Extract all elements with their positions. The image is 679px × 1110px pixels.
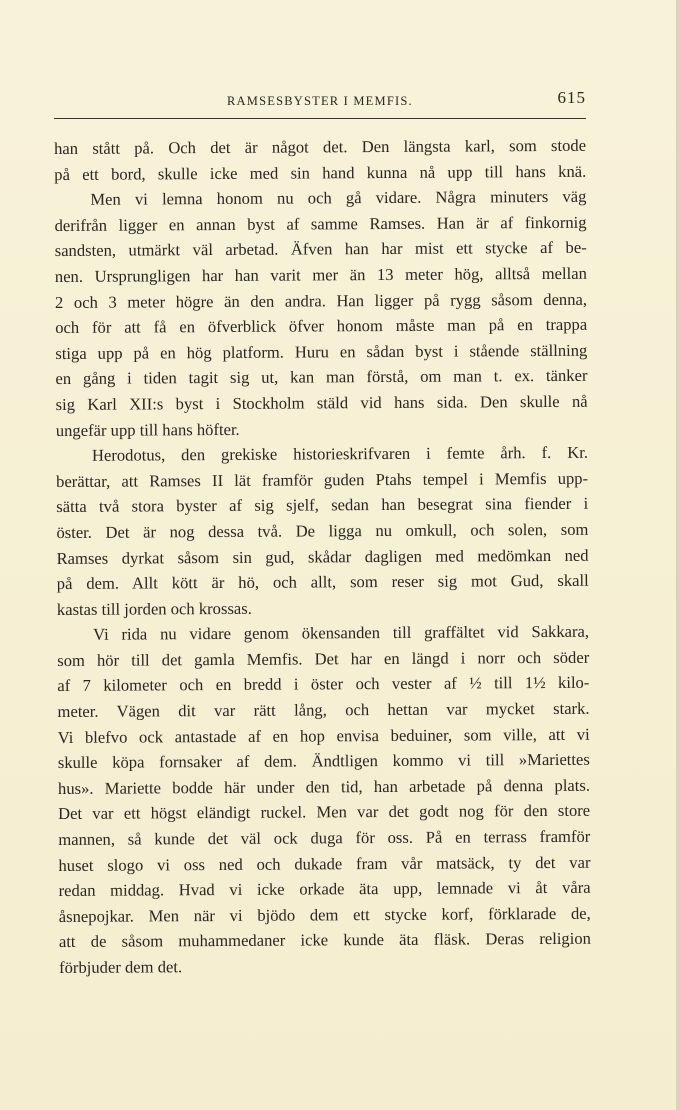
text-line: en gång i tiden tagit sig ut, kan man förstå, om man t. ex. tänker	[55, 366, 588, 389]
text-line: som hör till det gamla Memfis. Det har en längd i norr och söder	[57, 647, 590, 670]
running-title: RAMSESBYSTER I MEMFIS.	[227, 94, 413, 108]
text-line: Ramses dyrkat såsom sin gud, skådar dagligen med medömkan ned	[56, 545, 589, 568]
text-line: Vi blefvo ock antastade af en hop envisa beduiner, som ville, att vi	[57, 724, 590, 747]
text-line: öster. Det är nog dessa två. De ligga nu omkull, och solen, som	[56, 519, 589, 542]
text-line: berättar, att Ramses II lät framför guden Ptahs tempel i Memfis upp-	[56, 468, 589, 491]
text-line: ungefär upp till hans höfter.	[55, 419, 240, 440]
text-line: sig Karl XII:s byst i Stockholm stäld vid hans sida. Den skulle nå	[55, 391, 588, 414]
text-line: och för att få en öfverblick öfver honom måste man på en trappa	[55, 314, 588, 338]
page-number: 615	[557, 88, 586, 107]
text-line: Det var ett högst eländigt ruckel. Men var det godt nog för den store	[58, 801, 591, 824]
text-line: sätta två stora byster af sig sjelf, sedan han besegrat sina fiender i	[56, 494, 589, 517]
text-line: att de såsom muhammedaner icke kunde äta fläsk. Deras religion	[58, 929, 591, 952]
text-line: skulle köpa fornsaker af dem. Ändtligen kommo vi till »Mariettes	[57, 749, 590, 773]
text-line: mannen, så kunde det väl ock duga för oss. På en terrass framför	[58, 826, 591, 850]
text-line: kastas till jorden och krossas.	[56, 598, 252, 619]
text-line: på dem. Allt kött är hö, och allt, som reser sig mot Gud, skall	[56, 570, 589, 594]
text-line: huset slogo vi oss ned och dukade fram vår matsäck, ty det var	[58, 852, 591, 875]
text-line: Vi rida nu vidare genom ökensanden till graffältet vid Sakkara,	[92, 622, 590, 645]
text-line: Herodotus, den grekiske historieskrifvaren i femte årh. f. Kr.	[91, 442, 589, 465]
text-line: redan middag. Hvad vi icke orkade äta upp, lemnade vi åt våra	[58, 877, 591, 901]
text-line: han stått på. Och det är något det. Den längsta karl, som stode	[54, 135, 587, 158]
text-line: hus». Mariette bodde här under den tid, han arbetade på denna plats.	[57, 775, 591, 798]
text-line: förbjuder dem det.	[59, 957, 183, 977]
text-line: af 7 kilometer och en bredd i öster och vester af ½ till 1½ kilo-	[57, 673, 590, 696]
body-text	[54, 133, 591, 981]
text-line: Men vi lemna honom nu och gå vidare. Några minuters väg	[90, 186, 587, 209]
text-line: sandsten, utmärkt väl arbetad. Äfven han har mist ett stycke af be-	[54, 238, 587, 261]
page-header	[54, 88, 586, 112]
text-line: meter. Vägen dit var rätt lång, och hettan var mycket stark.	[57, 698, 590, 722]
text-line: 2 och 3 meter högre än den andra. Han ligger på rygg såsom denna,	[54, 289, 588, 312]
text-line: stiga upp på en hög platform. Huru en sådan byst i stående ställning	[55, 340, 588, 363]
text-line: derifrån ligger en annan byst af samme Ramses. Han är af finkornig	[54, 212, 587, 235]
header-rule	[54, 118, 586, 119]
text-line: nen. Ursprungligen har han varit mer än 13 meter hög, alltså mellan	[54, 263, 587, 286]
text-line: åsnepojkar. Men när vi bjödo dem ett stycke korf, förklarade de,	[58, 903, 591, 926]
text-line: på ett bord, skulle icke med sin hand kunna nå upp till hans knä.	[54, 161, 587, 184]
